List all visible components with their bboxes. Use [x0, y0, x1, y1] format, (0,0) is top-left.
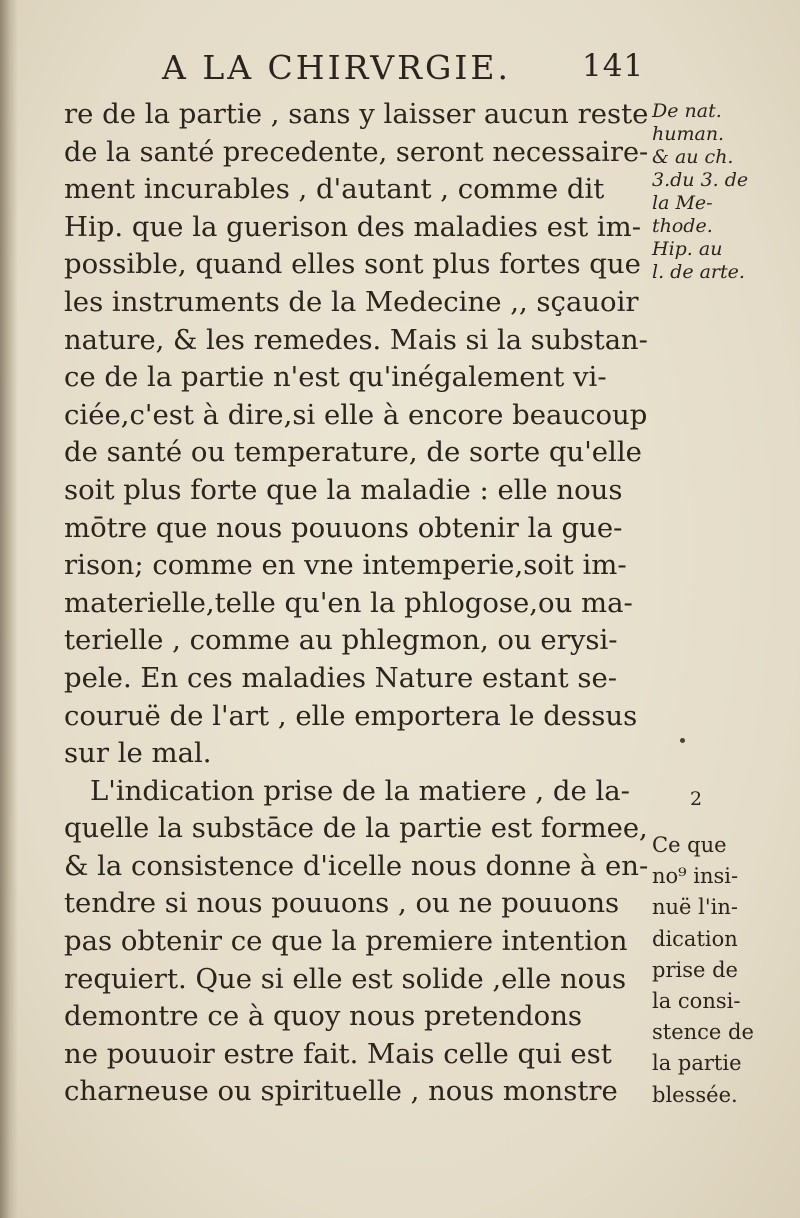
- ink-speck: [680, 738, 685, 743]
- text-line: tendre si nous pouuons , ou ne pouuons: [64, 887, 620, 920]
- text-line: mōtre que nous pouuons obtenir la gue-: [64, 511, 623, 544]
- text-line: charneuse ou spirituelle , nous monstre: [64, 1075, 618, 1108]
- margin-note-line: la Me-: [652, 192, 713, 214]
- text-line: couruë de l'art , elle emportera le dessus: [64, 699, 638, 732]
- text-line: ment incurables , d'autant , comme dit: [64, 173, 605, 206]
- text-line: nature, & les remedes. Mais si la substan-: [64, 323, 648, 356]
- text-line: ce de la partie n'est qu'inégalement vi-: [64, 361, 607, 394]
- margin-note-line: Hip. au: [652, 238, 723, 260]
- margin-note-line: prise de: [652, 957, 738, 982]
- text-line: soit plus forte que la maladie : elle nous: [64, 473, 623, 506]
- margin-note-line: Ce que: [652, 833, 727, 857]
- margin-note-line: l. de arte.: [652, 261, 745, 283]
- text-line: rison; comme en vne intemperie,soit im-: [64, 549, 627, 582]
- margin-note-line: 3.du 3. de: [652, 169, 749, 191]
- binding-shadow: [0, 0, 18, 1218]
- page-number: 141: [582, 48, 645, 84]
- text-line: ne pouuoir estre fait. Mais celle qui est: [64, 1037, 612, 1070]
- main-text-block: [64, 96, 648, 1111]
- text-line: materielle,telle qu'en la phlogose,ou ma-: [64, 586, 633, 619]
- margin-note-line: dication: [652, 926, 738, 951]
- margin-note-line: & au ch.: [652, 146, 734, 168]
- text-line: Hip. que la guerison des maladies est im-: [64, 210, 642, 243]
- margin-note-line: no⁹ insi-: [652, 864, 739, 889]
- text-line: les instruments de la Medecine ,, sçauoir: [64, 285, 639, 318]
- margin-note-citation: [652, 100, 798, 284]
- margin-note-line: blessée.: [652, 1082, 738, 1107]
- text-line: pele. En ces maladies Nature estant se-: [64, 661, 618, 694]
- margin-note-line: la partie: [652, 1051, 742, 1076]
- margin-note-line: la consi-: [652, 988, 741, 1013]
- text-line: quelle la substāce de la partie est formee,: [64, 812, 648, 845]
- margin-note-line: De nat.: [652, 100, 722, 122]
- text-line: sur le mal.: [64, 737, 212, 770]
- text-line: terielle , comme au phlegmon, ou erysi-: [64, 624, 618, 657]
- margin-note-line: human.: [652, 123, 725, 145]
- running-title: A LA CHIRVRGIE.: [162, 48, 511, 87]
- text-line: possible, quand elles sont plus fortes que: [64, 248, 641, 281]
- text-line: requiert. Que si elle est solide ,elle nous: [64, 962, 627, 995]
- text-line: L'indication prise de la matiere , de la-: [90, 774, 630, 807]
- text-line: re de la partie , sans y laisser aucun reste: [64, 98, 649, 130]
- margin-note-summary: [652, 830, 798, 1111]
- text-line: & la consistence d'icelle nous donne à en-: [64, 849, 649, 882]
- margin-note-line: stence de: [652, 1020, 754, 1045]
- running-head: [162, 40, 662, 90]
- text-line: demontre ce à quoy nous pretendons: [64, 1000, 583, 1033]
- paragraph-1: [64, 96, 648, 773]
- paragraph-2: [64, 773, 648, 1111]
- margin-note-line: nuë l'in-: [652, 895, 738, 920]
- margin-note-line: thode.: [652, 215, 713, 237]
- text-line: de la santé precedente, seront necessaire-: [64, 135, 649, 168]
- section-number: 2: [690, 788, 703, 810]
- text-line: pas obtenir ce que la premiere intention: [64, 925, 628, 958]
- text-line: ciée,c'est à dire,si elle à encore beaucoup: [64, 398, 648, 431]
- text-line: de santé ou temperature, de sorte qu'elle: [64, 436, 642, 469]
